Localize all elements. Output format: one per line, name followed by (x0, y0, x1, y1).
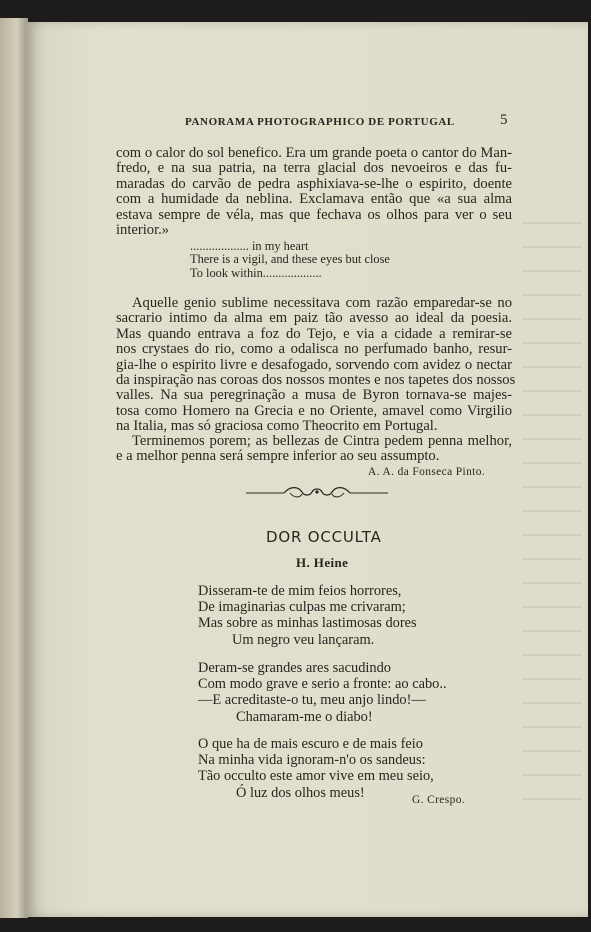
poem-author: H. Heine (296, 555, 349, 570)
facing-page-edge (0, 18, 28, 918)
text-line: fredo, e na sua patria, na terra glacial dos nevoeiros e das fu- (116, 160, 512, 177)
text-line: nos crystaes do rio, como a odalisca no perfumado banho, resur- (116, 341, 512, 358)
text-line: interior.» (116, 222, 170, 239)
poem-line: Com modo grave e serio a fronte: ao cabo.. (198, 676, 447, 693)
text-line: gia-lhe o espirito livre e desafogado, sorvendo com avidez o nectar (116, 356, 512, 373)
byron-quote (190, 240, 390, 280)
poem-line: Disseram-te de mim feios horrores, (198, 583, 402, 599)
quote-line: ................... in my heart (190, 239, 309, 253)
text-line: valles. Na sua peregrinação a musa de Byron tornava-se majes- (116, 387, 512, 404)
page-number: 5 (500, 112, 508, 128)
poem-line: Ó luz dos olhos meus! (236, 784, 365, 801)
running-head: PANORAMA PHOTOGRAPHICO DE PORTUGAL (185, 116, 455, 128)
poem-line: Tão occulto este amor vive em meu seio, (198, 768, 434, 785)
signature-crespo: G. Crespo. (412, 794, 466, 806)
quote-line: To look within................... (190, 265, 322, 280)
poem-line: Mas sobre as minhas lastimosas dores (198, 615, 417, 632)
poem-line: Deram-se grandes ares sacudindo (198, 660, 391, 676)
text-line: da inspiração nas coroas dos nossos montes e nos tapetes dos nossos (116, 372, 516, 389)
text-line: tosa como Homero na Grecia e no Oriente, amavel como Virgilio (116, 402, 512, 419)
text-line: Terminemos porem; as bellezas de Cintra pedem penna melhor, (132, 433, 512, 449)
poem-line: De imaginarias culpas me crivaram; (198, 599, 406, 616)
text-line: Aquelle genio sublime necessitava com razão emparedar-se no (132, 295, 512, 311)
quote-line: There is a vigil, and these eyes but close (190, 252, 390, 267)
text-line: estava sempre de véla, mas que fechava os olhos para ver o seu (116, 206, 512, 223)
text-line: com a humidade da neblina. Exclamava então que «a sua alma (116, 191, 512, 208)
text-line: maradas do carvão de pedra asphixiava-se-lhe o espirito, doente (116, 175, 512, 192)
signature-fonseca-pinto: A. A. da Fonseca Pinto. (368, 466, 486, 478)
poem-stanza-3 (198, 736, 434, 801)
poem-line: Chamaram-me o diabo! (236, 708, 373, 725)
text-line: e a melhor penna será sempre inferior ao seu assumpto. (116, 448, 440, 465)
poem-line: Um negro veu lançaram. (232, 631, 375, 648)
poem-line: O que ha de mais escuro e de mais feio (198, 736, 423, 752)
poem-stanza-1 (198, 583, 417, 648)
text-line: na Italia, mas só graciosa como Theocrito em Portugal. (116, 418, 438, 435)
paragraph-1 (116, 146, 512, 238)
text-line: com o calor do sol benefico. Era um grande poeta o cantor do Man- (116, 145, 512, 161)
poem-stanza-2 (198, 660, 447, 725)
paragraph-2 (116, 295, 516, 435)
ornament-divider-icon (244, 484, 390, 502)
poem-line: Na minha vida ignoram-n'o os sandeus: (198, 752, 426, 769)
show-through (522, 222, 582, 822)
poem-title: DOR OCCULTA (266, 528, 382, 546)
poem-line: —E acreditaste-o tu, meu anjo lindo!— (198, 692, 426, 709)
text-line: Mas quando entrava a foz do Tejo, e via a cidade a remirar-se (116, 325, 512, 342)
paragraph-3 (116, 434, 512, 465)
text-line: sacrario intimo da alma em paiz tão avesso ao ideal da poesia. (116, 310, 512, 327)
